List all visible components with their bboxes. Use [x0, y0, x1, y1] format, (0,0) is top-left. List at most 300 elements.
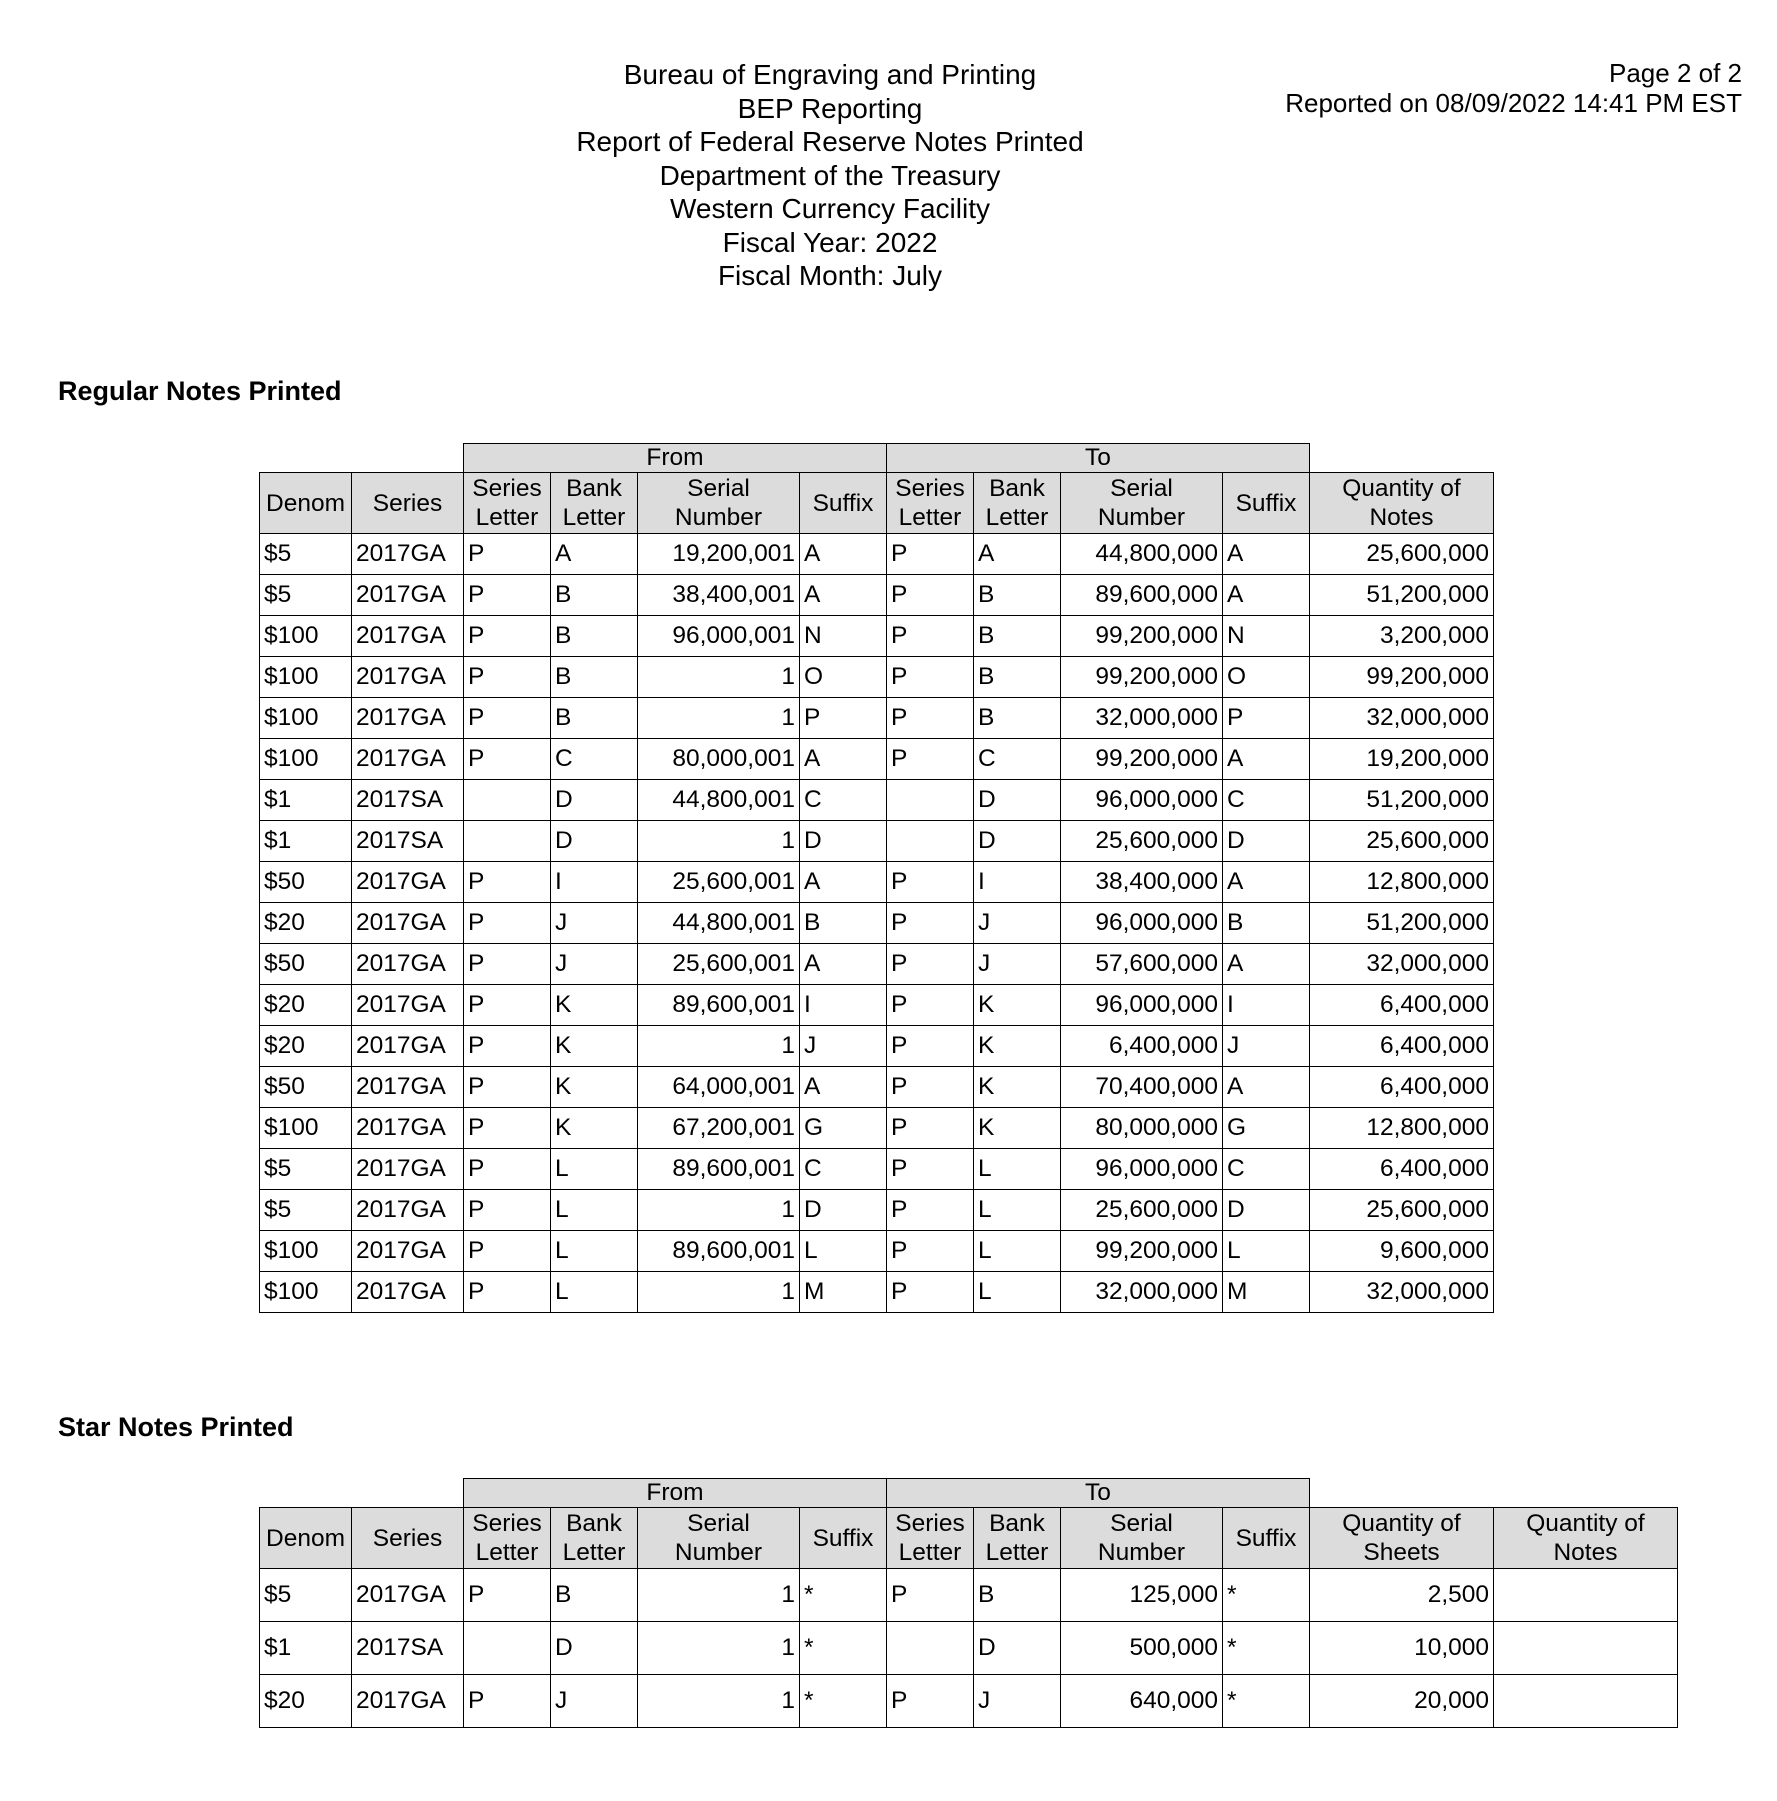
table-cell: 2017GA: [352, 534, 464, 575]
table-cell: P: [464, 616, 551, 657]
table-cell: D: [1223, 821, 1310, 862]
table-cell: $100: [260, 698, 352, 739]
table-cell: $1: [260, 821, 352, 862]
table-cell: 12,800,000: [1310, 862, 1494, 903]
table-cell: O: [800, 657, 887, 698]
table-cell: 6,400,000: [1310, 1067, 1494, 1108]
table-cell: J: [1223, 1026, 1310, 1067]
group-to: To: [887, 444, 1310, 473]
table-row: [260, 1190, 1494, 1231]
table-cell: M: [1223, 1272, 1310, 1313]
table-cell: $100: [260, 1272, 352, 1313]
table-cell: 51,200,000: [1310, 780, 1494, 821]
table-cell: P: [1223, 698, 1310, 739]
table-cell: 89,600,001: [638, 985, 800, 1026]
table-row: [260, 1149, 1494, 1190]
table-cell: 1: [638, 1026, 800, 1067]
table-cell: A: [1223, 1067, 1310, 1108]
table-cell: D: [551, 780, 638, 821]
table-cell: 2017GA: [352, 1231, 464, 1272]
table-row: [260, 575, 1494, 616]
table-cell: 19,200,001: [638, 534, 800, 575]
column-header: Series: [352, 473, 464, 534]
column-header: Suffix: [800, 1508, 887, 1569]
table-cell: 80,000,000: [1061, 1108, 1223, 1149]
table-cell: P: [887, 575, 974, 616]
header-line: BEP Reporting: [737, 92, 923, 124]
table-cell: 38,400,000: [1061, 862, 1223, 903]
group-header-row: [260, 1479, 1678, 1508]
table-row: [260, 1231, 1494, 1272]
table-cell: 51,200,000: [1310, 903, 1494, 944]
column-header: Serial Number: [1061, 1508, 1223, 1569]
table-cell: 2017GA: [352, 1149, 464, 1190]
table-cell: 6,400,000: [1310, 1026, 1494, 1067]
table-cell: K: [551, 1067, 638, 1108]
column-header: Bank Letter: [974, 473, 1061, 534]
table-cell: $5: [260, 1190, 352, 1231]
table-cell: P: [464, 534, 551, 575]
table-cell: 44,800,001: [638, 903, 800, 944]
table-cell: P: [464, 1569, 551, 1622]
table-cell: *: [800, 1675, 887, 1728]
table-cell: D: [800, 821, 887, 862]
table-cell: $50: [260, 1067, 352, 1108]
table-cell: 2,500: [1310, 1569, 1494, 1622]
table-row: [260, 780, 1494, 821]
table-cell: P: [464, 698, 551, 739]
table-cell: $100: [260, 1108, 352, 1149]
table-row: [260, 1675, 1678, 1728]
table-cell: B: [551, 698, 638, 739]
column-header: Denom: [260, 1508, 352, 1569]
table-cell: 3,200,000: [1310, 616, 1494, 657]
table-cell: $20: [260, 1026, 352, 1067]
table-cell: [887, 1622, 974, 1675]
table-cell: 1: [638, 821, 800, 862]
table-cell: $100: [260, 616, 352, 657]
table-cell: I: [800, 985, 887, 1026]
column-header: Suffix: [800, 473, 887, 534]
table-cell: 32,000,000: [1310, 1272, 1494, 1313]
table-cell: 25,600,001: [638, 944, 800, 985]
table-cell: 64,000,001: [638, 1067, 800, 1108]
table-cell: I: [974, 862, 1061, 903]
table-cell: 2017GA: [352, 944, 464, 985]
table-cell: A: [974, 534, 1061, 575]
table-cell: $5: [260, 1149, 352, 1190]
table-cell: P: [887, 985, 974, 1026]
table-cell: 20,000: [1310, 1675, 1494, 1728]
table-cell: D: [551, 1622, 638, 1675]
column-header: Suffix: [1223, 1508, 1310, 1569]
table-cell: O: [1223, 657, 1310, 698]
table-cell: J: [551, 944, 638, 985]
table-cell: G: [1223, 1108, 1310, 1149]
table-cell: $20: [260, 1675, 352, 1728]
header-line: Western Currency Facility: [669, 193, 990, 224]
table-cell: P: [887, 1108, 974, 1149]
table-cell: P: [887, 1675, 974, 1728]
table-cell: P: [464, 575, 551, 616]
table-cell: A: [800, 534, 887, 575]
table-cell: P: [464, 1026, 551, 1067]
table-cell: P: [887, 739, 974, 780]
column-header: Bank Letter: [551, 1508, 638, 1569]
table-cell: 89,600,000: [1061, 575, 1223, 616]
table-row: [260, 1622, 1678, 1675]
table-cell: P: [887, 1149, 974, 1190]
table-cell: B: [1223, 903, 1310, 944]
table-row: [260, 698, 1494, 739]
table-cell: 2017GA: [352, 985, 464, 1026]
table-cell: 89,600,001: [638, 1149, 800, 1190]
group-from: From: [464, 1479, 887, 1508]
table-cell: 2017GA: [352, 1190, 464, 1231]
table-cell: A: [551, 534, 638, 575]
table-cell: [1494, 1675, 1678, 1728]
table-cell: 32,000,000: [1310, 944, 1494, 985]
column-header: Quantity of Sheets: [1310, 1508, 1494, 1569]
table-cell: 25,600,001: [638, 862, 800, 903]
table-row: [260, 903, 1494, 944]
table-cell: [887, 821, 974, 862]
table-cell: P: [887, 903, 974, 944]
table-cell: L: [974, 1231, 1061, 1272]
table-row: [260, 944, 1494, 985]
table-cell: 2017GA: [352, 739, 464, 780]
table-cell: 99,200,000: [1061, 739, 1223, 780]
table-cell: P: [464, 1067, 551, 1108]
table-cell: I: [551, 862, 638, 903]
star-notes-table: [259, 1478, 1678, 1728]
table-cell: 6,400,000: [1061, 1026, 1223, 1067]
table-row: [260, 739, 1494, 780]
table-row: [260, 657, 1494, 698]
table-cell: K: [974, 1067, 1061, 1108]
table-cell: L: [551, 1149, 638, 1190]
table-cell: 25,600,000: [1061, 821, 1223, 862]
table-cell: 89,600,001: [638, 1231, 800, 1272]
table-row: [260, 1067, 1494, 1108]
table-cell: 25,600,000: [1310, 821, 1494, 862]
table-cell: 51,200,000: [1310, 575, 1494, 616]
table-cell: B: [974, 698, 1061, 739]
table-cell: P: [464, 1675, 551, 1728]
table-cell: 1: [638, 698, 800, 739]
table-cell: $50: [260, 944, 352, 985]
table-row: [260, 534, 1494, 575]
table-row: [260, 1026, 1494, 1067]
table-cell: [464, 780, 551, 821]
table-cell: A: [800, 575, 887, 616]
report-timestamp: Reported on 08/09/2022 14:41 PM EST: [1285, 88, 1742, 118]
table-cell: P: [464, 903, 551, 944]
table-cell: L: [551, 1190, 638, 1231]
table-cell: P: [464, 1231, 551, 1272]
column-header: Serial Number: [638, 473, 800, 534]
table-cell: K: [551, 1108, 638, 1149]
table-cell: *: [1223, 1675, 1310, 1728]
table-cell: C: [1223, 1149, 1310, 1190]
table-cell: C: [974, 739, 1061, 780]
table-cell: $1: [260, 1622, 352, 1675]
table-cell: J: [551, 1675, 638, 1728]
column-header: Series Letter: [464, 473, 551, 534]
table-cell: 25,600,000: [1310, 534, 1494, 575]
table-cell: 2017GA: [352, 616, 464, 657]
table-row: [260, 616, 1494, 657]
table-cell: L: [800, 1231, 887, 1272]
column-header: Serial Number: [638, 1508, 800, 1569]
table-cell: 10,000: [1310, 1622, 1494, 1675]
table-cell: [1494, 1569, 1678, 1622]
header-line: Report of Federal Reserve Notes Printed: [576, 126, 1084, 157]
table-cell: P: [464, 1108, 551, 1149]
table-cell: [464, 1622, 551, 1675]
table-cell: 32,000,000: [1310, 698, 1494, 739]
table-cell: J: [974, 944, 1061, 985]
table-cell: 6,400,000: [1310, 985, 1494, 1026]
table-cell: P: [887, 616, 974, 657]
table-cell: M: [800, 1272, 887, 1313]
table-cell: A: [1223, 944, 1310, 985]
table-cell: D: [800, 1190, 887, 1231]
table-cell: P: [464, 944, 551, 985]
table-cell: 96,000,000: [1061, 780, 1223, 821]
table-cell: 96,000,000: [1061, 1149, 1223, 1190]
table-cell: 2017GA: [352, 1026, 464, 1067]
table-cell: $100: [260, 1231, 352, 1272]
table-cell: 2017SA: [352, 821, 464, 862]
table-cell: L: [551, 1231, 638, 1272]
table-cell: 2017GA: [352, 1569, 464, 1622]
column-header: Quantity of Notes: [1494, 1508, 1678, 1569]
column-header: Series Letter: [464, 1508, 551, 1569]
table-cell: P: [887, 1272, 974, 1313]
table-cell: P: [887, 1190, 974, 1231]
header-line: Fiscal Year: 2022: [722, 226, 938, 258]
table-cell: 99,200,000: [1310, 657, 1494, 698]
table-cell: P: [800, 698, 887, 739]
table-cell: L: [974, 1272, 1061, 1313]
column-header: Suffix: [1223, 473, 1310, 534]
table-cell: 70,400,000: [1061, 1067, 1223, 1108]
table-cell: P: [887, 1026, 974, 1067]
column-header: Series Letter: [887, 1508, 974, 1569]
table-cell: C: [800, 780, 887, 821]
header-line: Department of the Treasury: [659, 159, 1001, 191]
table-cell: P: [464, 862, 551, 903]
table-row: [260, 1272, 1494, 1313]
table-cell: 96,000,001: [638, 616, 800, 657]
table-cell: D: [974, 780, 1061, 821]
table-cell: D: [551, 821, 638, 862]
table-cell: J: [974, 903, 1061, 944]
table-cell: 1: [638, 1675, 800, 1728]
table-cell: 1: [638, 1569, 800, 1622]
table-cell: P: [887, 1231, 974, 1272]
table-cell: 2017GA: [352, 575, 464, 616]
table-cell: 38,400,001: [638, 575, 800, 616]
table-cell: 1: [638, 1272, 800, 1313]
table-row: [260, 821, 1494, 862]
table-cell: 44,800,001: [638, 780, 800, 821]
star-notes-title: Star Notes Printed: [58, 1412, 294, 1442]
table-cell: I: [1223, 985, 1310, 1026]
table-row: [260, 1569, 1678, 1622]
table-cell: B: [551, 616, 638, 657]
table-cell: *: [1223, 1622, 1310, 1675]
table-cell: 32,000,000: [1061, 1272, 1223, 1313]
table-cell: D: [974, 821, 1061, 862]
table-cell: P: [464, 739, 551, 780]
column-header-row: [260, 473, 1494, 534]
table-cell: 125,000: [1061, 1569, 1223, 1622]
table-cell: L: [551, 1272, 638, 1313]
group-to: To: [887, 1479, 1310, 1508]
table-cell: 2017GA: [352, 1272, 464, 1313]
table-cell: A: [800, 862, 887, 903]
table-cell: P: [887, 944, 974, 985]
table-cell: 80,000,001: [638, 739, 800, 780]
table-cell: 2017GA: [352, 1108, 464, 1149]
table-cell: 2017GA: [352, 657, 464, 698]
table-cell: 9,600,000: [1310, 1231, 1494, 1272]
group-header-row: [260, 444, 1494, 473]
table-cell: 44,800,000: [1061, 534, 1223, 575]
table-cell: 2017GA: [352, 903, 464, 944]
table-cell: $5: [260, 1569, 352, 1622]
table-cell: P: [464, 1190, 551, 1231]
table-cell: J: [800, 1026, 887, 1067]
table-cell: P: [887, 1067, 974, 1108]
table-cell: B: [800, 903, 887, 944]
table-cell: B: [974, 657, 1061, 698]
table-cell: 640,000: [1061, 1675, 1223, 1728]
table-cell: 6,400,000: [1310, 1149, 1494, 1190]
table-cell: 2017SA: [352, 780, 464, 821]
table-row: [260, 862, 1494, 903]
table-cell: 32,000,000: [1061, 698, 1223, 739]
table-cell: N: [1223, 616, 1310, 657]
table-cell: G: [800, 1108, 887, 1149]
table-cell: P: [887, 534, 974, 575]
table-cell: 57,600,000: [1061, 944, 1223, 985]
table-cell: [464, 821, 551, 862]
column-header: Serial Number: [1061, 473, 1223, 534]
table-cell: L: [974, 1149, 1061, 1190]
table-cell: $5: [260, 534, 352, 575]
table-cell: C: [1223, 780, 1310, 821]
table-cell: P: [464, 1149, 551, 1190]
table-cell: 99,200,000: [1061, 657, 1223, 698]
table-row: [260, 1108, 1494, 1149]
column-header: Series Letter: [887, 473, 974, 534]
table-cell: 96,000,000: [1061, 903, 1223, 944]
table-cell: P: [887, 862, 974, 903]
table-cell: K: [551, 1026, 638, 1067]
table-cell: P: [464, 657, 551, 698]
table-cell: B: [551, 575, 638, 616]
table-cell: 2017GA: [352, 862, 464, 903]
table-cell: C: [800, 1149, 887, 1190]
table-row: [260, 985, 1494, 1026]
table-cell: P: [887, 657, 974, 698]
table-cell: P: [887, 1569, 974, 1622]
group-from: From: [464, 444, 887, 473]
header-line: Bureau of Engraving and Printing: [623, 59, 1037, 90]
table-cell: C: [551, 739, 638, 780]
table-cell: 67,200,001: [638, 1108, 800, 1149]
table-cell: P: [464, 1272, 551, 1313]
regular-notes-body: [260, 534, 1494, 1313]
column-header: Series: [352, 1508, 464, 1569]
column-header: Quantity of Notes: [1310, 473, 1494, 534]
table-cell: 25,600,000: [1061, 1190, 1223, 1231]
table-cell: L: [1223, 1231, 1310, 1272]
table-cell: *: [800, 1622, 887, 1675]
table-cell: $100: [260, 739, 352, 780]
regular-notes-table: [259, 443, 1494, 1313]
page-number: Page 2 of 2: [1609, 58, 1742, 88]
star-notes-body: [260, 1569, 1678, 1728]
table-cell: 96,000,000: [1061, 985, 1223, 1026]
column-header-row: [260, 1508, 1678, 1569]
table-cell: $20: [260, 903, 352, 944]
table-cell: J: [974, 1675, 1061, 1728]
table-cell: D: [974, 1622, 1061, 1675]
table-cell: A: [800, 739, 887, 780]
table-cell: N: [800, 616, 887, 657]
table-cell: P: [464, 985, 551, 1026]
regular-notes-title: Regular Notes Printed: [58, 376, 342, 406]
table-cell: $50: [260, 862, 352, 903]
table-cell: 500,000: [1061, 1622, 1223, 1675]
table-cell: D: [1223, 1190, 1310, 1231]
report-header: [480, 58, 1180, 293]
table-cell: B: [974, 575, 1061, 616]
column-header: Bank Letter: [551, 473, 638, 534]
table-cell: 12,800,000: [1310, 1108, 1494, 1149]
table-cell: K: [551, 985, 638, 1026]
page-info: [1285, 58, 1742, 118]
table-cell: 2017GA: [352, 1067, 464, 1108]
table-cell: B: [974, 1569, 1061, 1622]
table-cell: *: [800, 1569, 887, 1622]
table-cell: 2017GA: [352, 698, 464, 739]
table-cell: 1: [638, 1190, 800, 1231]
table-cell: [887, 780, 974, 821]
table-cell: $5: [260, 575, 352, 616]
table-cell: $20: [260, 985, 352, 1026]
header-line: Fiscal Month: July: [717, 260, 943, 291]
table-cell: K: [974, 1026, 1061, 1067]
table-cell: A: [800, 944, 887, 985]
table-cell: A: [1223, 739, 1310, 780]
table-cell: B: [551, 1569, 638, 1622]
table-cell: A: [1223, 534, 1310, 575]
table-cell: 2017SA: [352, 1622, 464, 1675]
table-cell: 99,200,000: [1061, 616, 1223, 657]
table-cell: A: [800, 1067, 887, 1108]
table-cell: 2017GA: [352, 1675, 464, 1728]
table-cell: K: [974, 1108, 1061, 1149]
table-cell: 1: [638, 1622, 800, 1675]
table-cell: *: [1223, 1569, 1310, 1622]
table-cell: P: [887, 698, 974, 739]
table-cell: K: [974, 985, 1061, 1026]
